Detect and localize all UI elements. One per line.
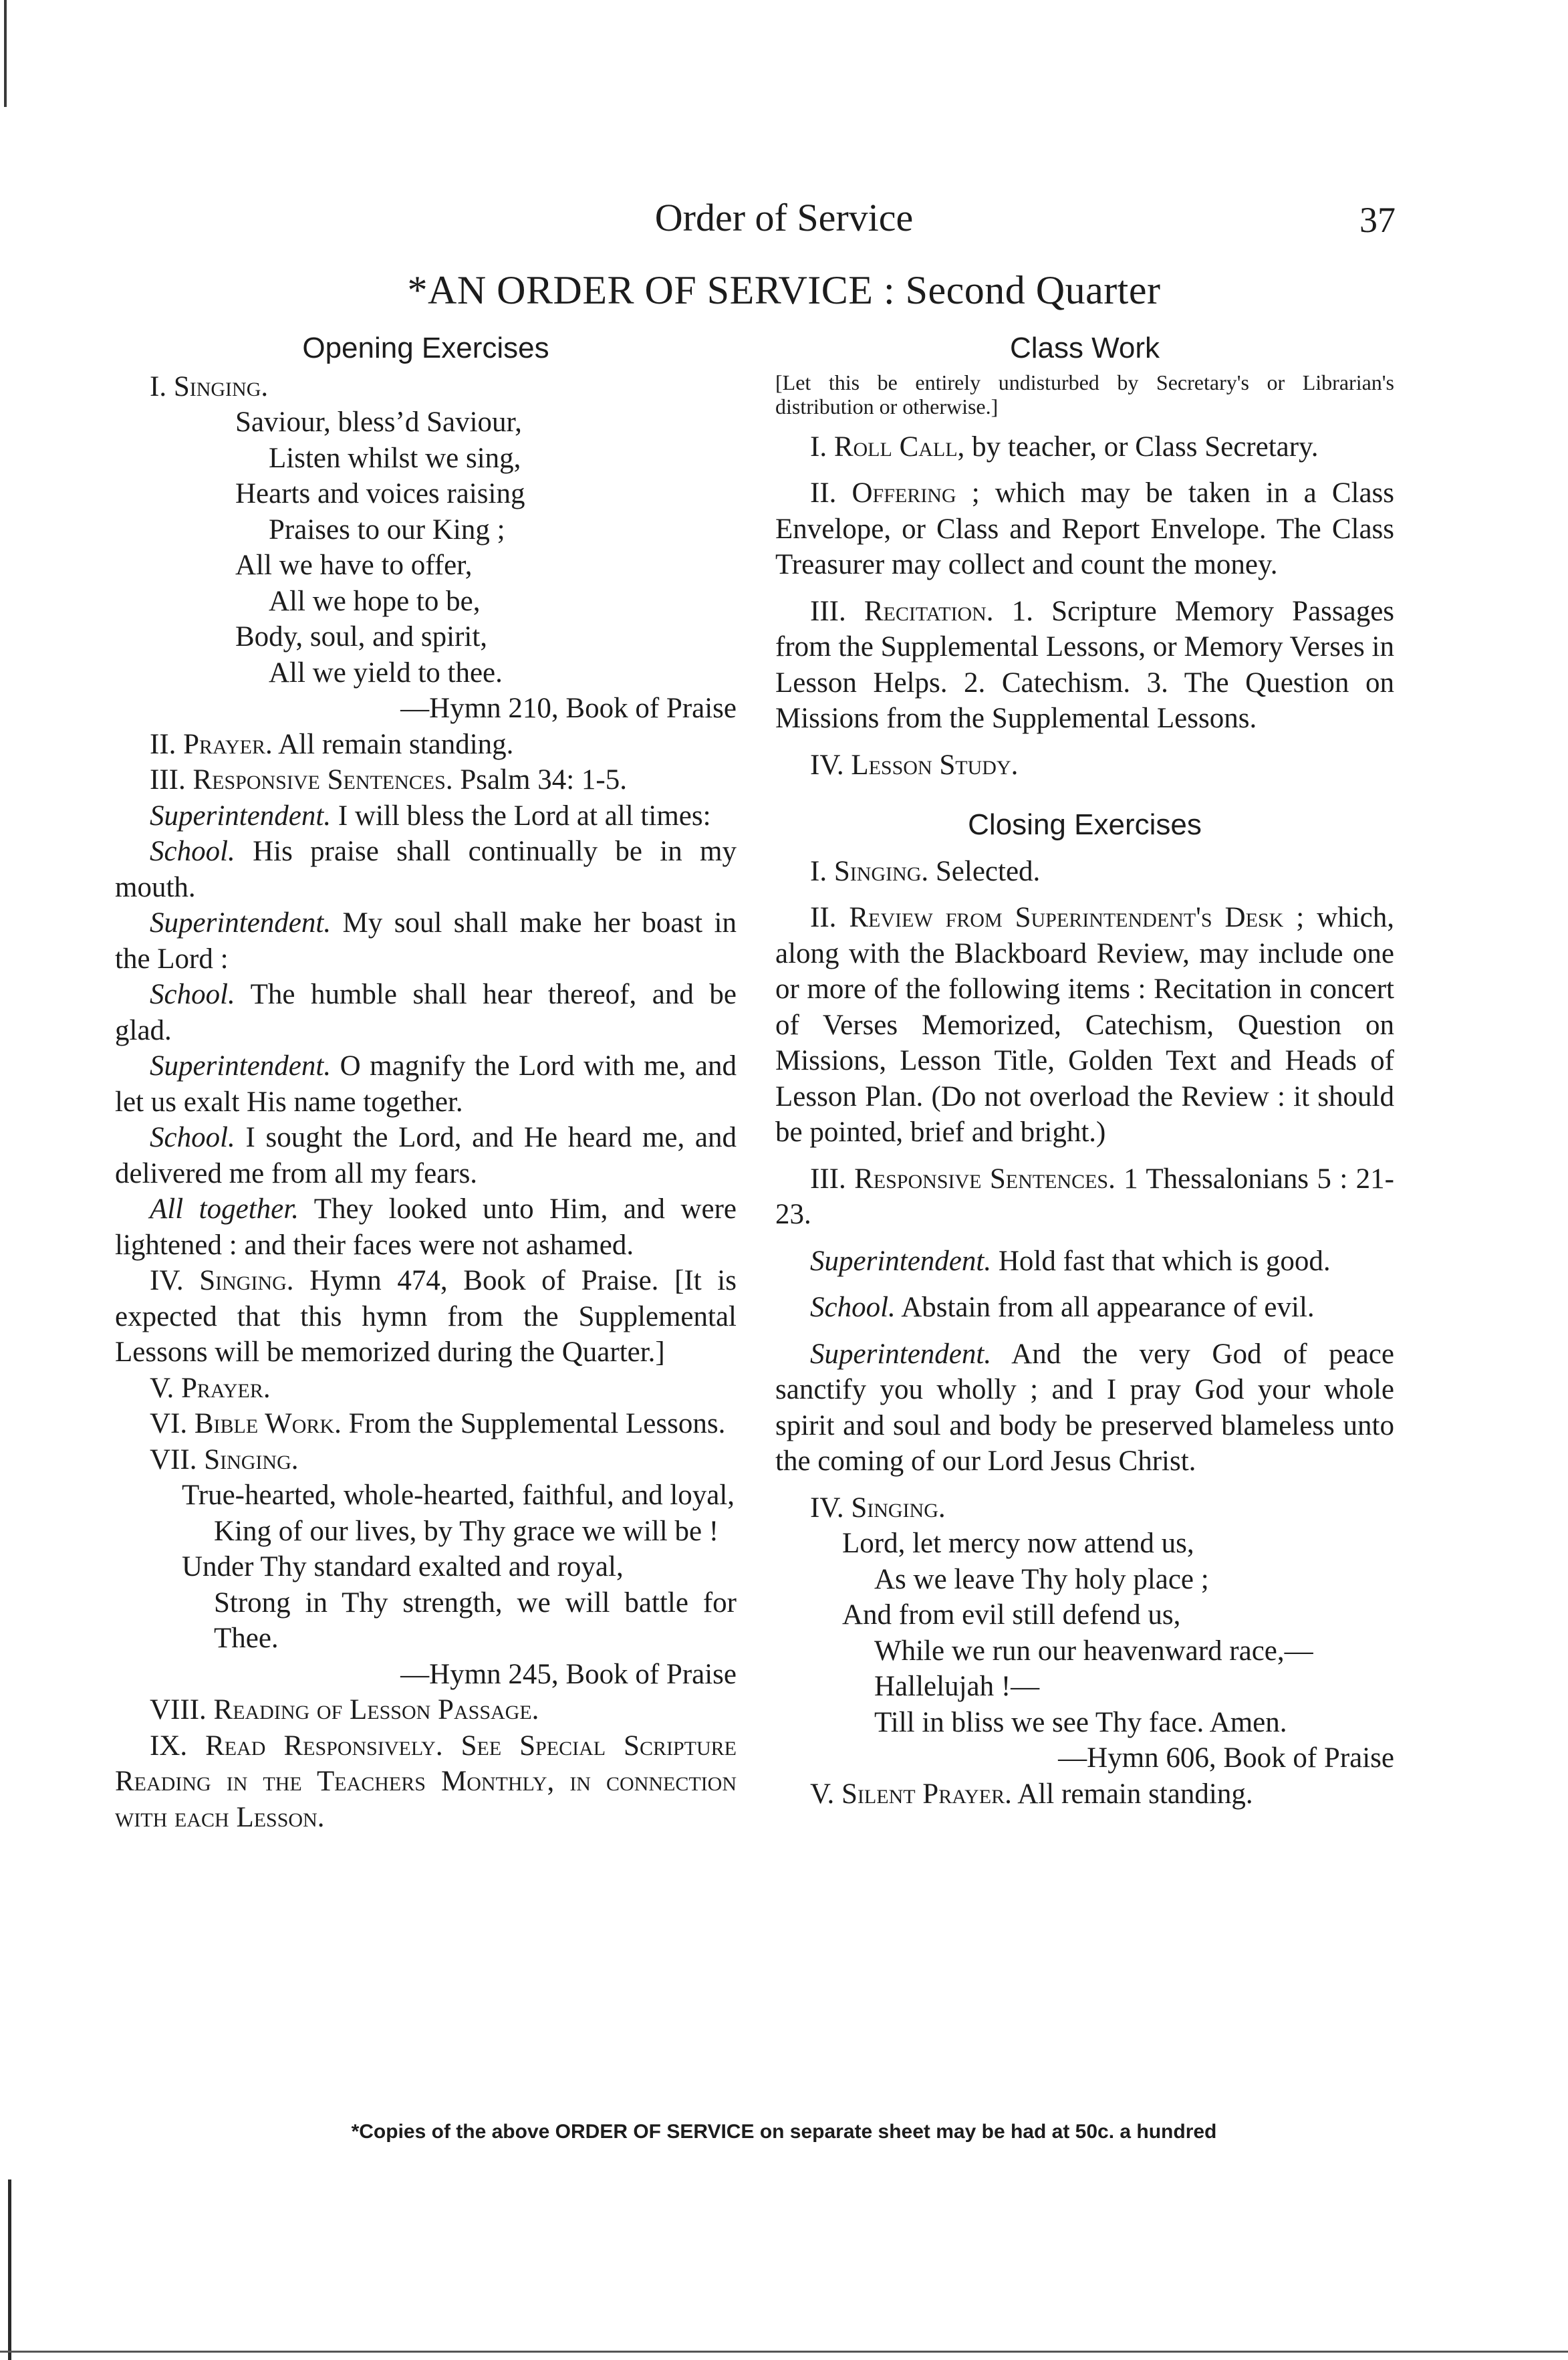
hymn-line: Under Thy standard exalted and royal, <box>182 1551 624 1582</box>
silent-prayer-item <box>775 1776 1394 1812</box>
bible-work-item <box>115 1406 737 1442</box>
responsive-item <box>115 762 737 798</box>
sentence-text: My soul shall make her boast in the Lord : <box>115 907 737 975</box>
responsive-sentence <box>775 1336 1394 1480</box>
responsive-sentence <box>775 1290 1394 1326</box>
hymn-line: And from evil still defend us, <box>842 1599 1181 1631</box>
responsive-sentence <box>115 1048 737 1120</box>
right-column <box>775 330 1394 1812</box>
scan-edge-bottom-left <box>8 2179 11 2360</box>
page-number: 37 <box>1359 200 1396 240</box>
singing-4-item <box>115 1263 737 1371</box>
roll-call-text: by teacher, or Class Secretary. <box>972 431 1319 463</box>
hymn-source: —Hymn 606, Book of Praise <box>1058 1742 1394 1774</box>
closing-responsive-text: 1 Thessalonians 5 : 21-23. <box>775 1163 1394 1230</box>
closing-responsive-label: III. Responsive Sentences. <box>810 1163 1116 1195</box>
recitation-text: 1. Scripture Memory Passages from the Supplemental Lessons, or Memory Verses in Lesson Helps. 2. Catechism. 3. The Question on Missions from the Supplemental Lessons. <box>775 595 1395 734</box>
reading-label: VIII. Reading of Lesson Passage. <box>150 1694 539 1726</box>
hymn-line: Body, soul, and spirit, <box>235 621 488 653</box>
hymn-2-line <box>115 1478 737 1514</box>
closing-singing-item <box>775 854 1394 890</box>
hymn-line: Listen whilst we sing, <box>269 442 521 474</box>
closing-singing-4-label: IV. Singing. <box>810 1492 946 1524</box>
sentence-text: His praise shall continually be in my mouth. <box>115 836 737 903</box>
hymn-2-line <box>115 1514 737 1550</box>
singing-7-label: VII. Singing. <box>150 1443 299 1476</box>
hymn-line: True-hearted, whole-hearted, faithful, and loyal, <box>182 1480 735 1511</box>
prayer-text: All remain standing. <box>278 728 514 760</box>
speaker: School. <box>150 836 235 867</box>
main-title: *AN ORDER OF SERVICE : Second Quarter <box>407 268 1161 312</box>
sentence-text: Abstain from all appearance of evil. <box>901 1292 1315 1323</box>
hymn-line: All we yield to thee. <box>269 657 503 689</box>
responsive-sentence <box>115 977 737 1048</box>
sentence-text: I sought the Lord, and He heard me, and delivered me from all my fears. <box>115 1122 737 1189</box>
hymn-2-line <box>115 1585 737 1657</box>
prayer-item <box>115 727 737 763</box>
hymn-line: Saviour, blessʼd Saviour, <box>235 406 522 438</box>
responsive-sentence <box>115 1120 737 1191</box>
sentence-text: I will bless the Lord at all times: <box>338 800 711 832</box>
hymn-line: Till in bliss we see Thy face. Amen. <box>874 1706 1287 1738</box>
singing-4-text: Hymn 474, Book of Praise. [It is expected that this hymn from the Supplemental Lessons will be memorized during the Quarter.] <box>115 1265 737 1368</box>
recitation-item <box>775 594 1394 737</box>
speaker: Superintendent. <box>150 907 332 939</box>
hymn-line: Praises to our King ; <box>269 513 505 546</box>
running-title: Order of Service <box>654 196 914 239</box>
scan-edge-top <box>4 0 7 107</box>
sentence-text: Hold fast that which is good. <box>998 1245 1331 1277</box>
roll-call-label: I. Roll Call, <box>810 431 965 463</box>
speaker: School. <box>150 1122 235 1153</box>
review-text: which, along with the Blackboard Review, may include one or more of the following items : Recitation in concert of Verses Memorized, Catechism, Question on Missions, Lesson Title, Golden Text and Heads of Lesson Plan. (Do not overload the Review : it should be pointed, brief and bright.) <box>775 902 1394 1148</box>
hymn-source: —Hymn 210, Book of Praise <box>400 693 737 724</box>
offering-label: II. Offering ; <box>810 477 980 509</box>
sentence-text: O magnify the Lord with me, and let us exalt His name together. <box>115 1050 737 1118</box>
hymn-line: As we leave Thy holy place ; <box>874 1563 1209 1595</box>
responsive-text: Psalm 34: 1-5. <box>460 764 627 796</box>
scan-edge-bottom <box>0 2351 1568 2353</box>
prayer-5-label: V. Prayer. <box>150 1372 271 1404</box>
bible-work-label: VI. Bible Work. <box>150 1408 342 1439</box>
speaker: Superintendent. <box>810 1245 992 1277</box>
speaker: Superintendent. <box>150 1050 332 1082</box>
hymn-line: All we hope to be, <box>269 585 481 617</box>
hymn-line: Lord, let mercy now attend us, <box>842 1528 1194 1559</box>
closing-singing-text: Selected. <box>935 855 1041 887</box>
closing-singing-label: I. Singing. <box>810 855 929 887</box>
class-work-heading: Class Work <box>1009 332 1160 364</box>
responsive-sentence <box>115 834 737 905</box>
speaker: Superintendent. <box>810 1338 992 1370</box>
singing-1-label: I. Singing. <box>150 370 269 402</box>
speaker: School. <box>810 1292 896 1323</box>
responsive-sentence <box>115 905 737 977</box>
roll-call-item <box>775 429 1394 465</box>
closing-responsive-item <box>775 1161 1394 1233</box>
review-label: II. Review from Superintendent's Desk ; <box>810 902 1305 933</box>
recitation-label: III. Recitation. <box>810 595 994 627</box>
bible-work-text: From the Supplemental Lessons. <box>348 1408 726 1439</box>
lesson-study-label: IV. Lesson Study. <box>810 749 1019 781</box>
offering-text: which may be taken in a Class Envelope, or Class and Report Envelope. The Class Treasurer may collect and count the money. <box>775 477 1395 580</box>
read-responsively-label: IX. Read Responsively. <box>150 1730 443 1762</box>
hymn-line: While we run our heavenward race,— <box>874 1635 1313 1667</box>
responsive-sentence <box>115 798 737 834</box>
sentence-text: The humble shall hear thereof, and be glad. <box>115 979 737 1046</box>
hymn-line: All we have to offer, <box>235 550 473 581</box>
hymn-source: —Hymn 245, Book of Praise <box>400 1658 737 1690</box>
class-work-note: [Let this be entirely undisturbed by Secretary's or Librarian's distribution or otherwise.] <box>775 370 1394 419</box>
closing-exercises-heading: Closing Exercises <box>968 808 1202 841</box>
speaker: School. <box>150 979 235 1010</box>
left-column <box>115 330 737 1835</box>
prayer-label: II. Prayer. <box>150 728 273 760</box>
read-responsively-item <box>115 1728 737 1836</box>
read-responsively-text: See Special Scripture Reading in the Teachers Monthly, in connection with each Lesson. <box>115 1730 737 1833</box>
hymn-line: King of our lives, by Thy grace we will be ! <box>214 1515 719 1547</box>
footnote: *Copies of the above ORDER OF SERVICE on separate sheet may be had at 50c. a hundred <box>351 2121 1217 2143</box>
sentence-text: And the very God of peace sanctify you wholly ; and I pray God your whole spirit and soul and body be preserved blameless unto the coming of our Lord Jesus Christ. <box>775 1338 1394 1477</box>
hymn-line: Strong in Thy strength, we will battle for Thee. <box>214 1586 737 1654</box>
responsive-sentence <box>775 1244 1394 1280</box>
hymn-2-line <box>115 1549 737 1585</box>
silent-prayer-text: All remain standing. <box>1017 1778 1253 1810</box>
responsive-label: III. Responsive Sentences. <box>150 764 453 796</box>
singing-4-label: IV. Singing. <box>150 1265 294 1296</box>
sentence-text: They looked unto Him, and were lightened : and their faces were not ashamed. <box>115 1193 737 1261</box>
silent-prayer-label: V. Silent Prayer. <box>810 1778 1012 1810</box>
hymn-line: Hallelujah !— <box>874 1671 1040 1702</box>
hymn-line: Hearts and voices raising <box>235 478 525 509</box>
opening-exercises-heading: Opening Exercises <box>302 332 549 364</box>
speaker: Superintendent. <box>150 800 332 832</box>
offering-item <box>775 475 1394 583</box>
responsive-sentence <box>115 1191 737 1263</box>
speaker: All together. <box>150 1193 299 1225</box>
review-item <box>775 900 1394 1151</box>
